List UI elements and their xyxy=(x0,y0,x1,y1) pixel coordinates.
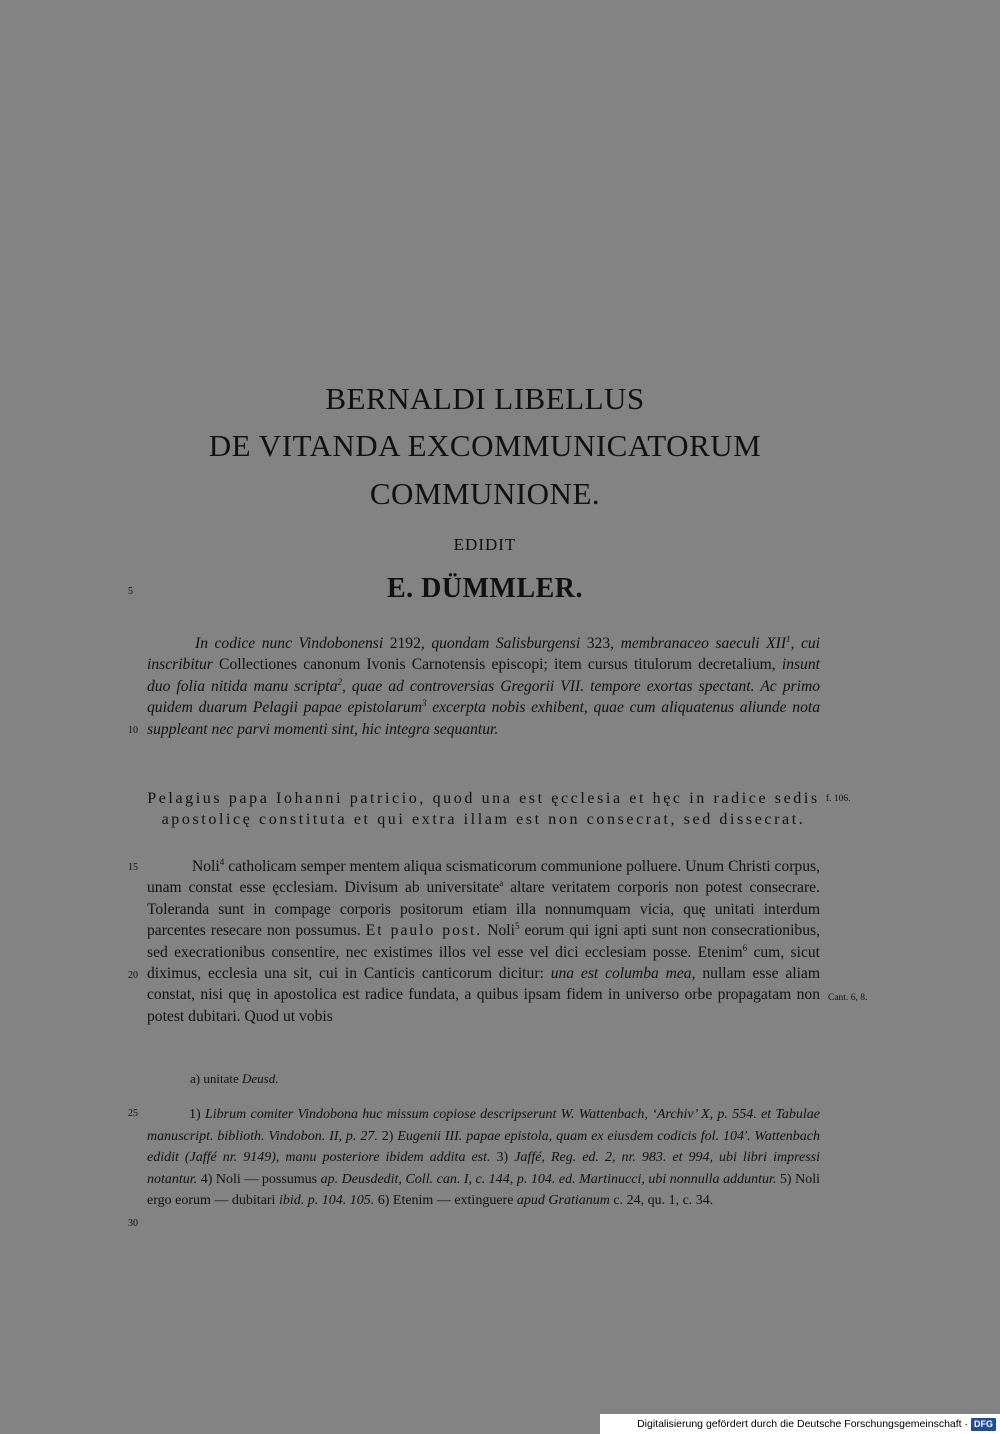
body-text: altare veritatem corporis non potest consecrare. Toleranda sunt in compage corporis positorum etiam illa nonnumquam vicia, quę unitati interdum parcentes resecare non possumus. xyxy=(147,879,820,940)
footnote-ref: 5 xyxy=(514,921,520,932)
title-line-1: BERNALDI LIBELLUS xyxy=(325,381,645,416)
editor-name: E. DÜMMLER. xyxy=(386,573,584,604)
edidit-label: EDIDIT xyxy=(453,535,517,554)
footnote-number: 2) xyxy=(381,1128,394,1144)
intro-text: , quae ad controversias Gregorii VII. tempore exortas spectant. Ac primo quidem duarum Pelagii papae epistolarum xyxy=(147,677,821,717)
body-text: nullam esse aliam constat, nisi quę in apostolica est radice fundata, a quibus ipsam fidem in universo orbe propagatam non potest dubitari. Quod ut vobis xyxy=(147,965,820,1025)
footnote-text: ibid. p. 104. 105. xyxy=(278,1193,375,1208)
intro-text: membranaceo xyxy=(620,635,709,652)
footnote-text: c. 24, qu. 1, c. 34. xyxy=(613,1193,714,1208)
digitization-footer xyxy=(600,1414,1000,1434)
footnote-number: 1) xyxy=(189,1107,201,1122)
intro-text: In codice nunc Vindobonensi xyxy=(195,635,384,652)
body-text: Noli xyxy=(487,922,515,940)
intro-text: 2192, xyxy=(389,635,425,652)
footnote-text: Noli — possumus xyxy=(215,1171,318,1187)
footnote-text: Jaffé, Reg. ed. 2, nr. 983. et 994, ubi libri impressi notantur. xyxy=(147,1150,820,1187)
footer-text: Digitalisierung gefördert durch die Deutsche Forschungsgemeinschaft · xyxy=(637,1418,968,1430)
footnote-ref: a xyxy=(499,878,504,889)
body-text: cum, sicut diximus, ecclesia una sit, cui in Canticis canticorum dicitur: xyxy=(147,943,820,983)
footnote-ref: 2 xyxy=(337,676,342,687)
footnote-number: 3) xyxy=(496,1150,509,1165)
body-text: Et paulo post. xyxy=(365,922,483,940)
line-number-15: 15 xyxy=(128,862,138,873)
title-line-2: DE VITANDA EXCOMMUNICATORUM xyxy=(208,428,762,463)
footnote-text: Eugenii III. papae epistola, quam ex eiusdem codicis fol. 104′. Wattenbach edidit (Jaffé nr. 9149), manu posteriore ibidem addita est. xyxy=(147,1128,821,1165)
footnote-text: Librum comiter Vindobona huc missum copiose descripserunt W. Wattenbach, ‘Archiv’ X, p. 554. et Tabulae manuscript. biblioth. Vindobon. II, p. 27. xyxy=(147,1107,820,1144)
footnote-a-source: Deusd. xyxy=(241,1071,279,1086)
footnote-a-label: a) unitate xyxy=(190,1071,239,1086)
intro-text: insunt duo folia nitida manu scripta xyxy=(147,656,820,695)
footnote-a xyxy=(190,1071,278,1087)
dfg-logo-icon: DFG xyxy=(971,1418,996,1431)
footnote-text: Noli ergo eorum — dubitari xyxy=(147,1171,821,1208)
body-text: eorum qui igni apti sunt non consecrationibus, sed execrationibus consentire, nec existimes illos vel esse vel dici ecclesiam posse. Etenim xyxy=(147,922,820,961)
footnotes xyxy=(147,1104,820,1212)
footnote-ref: 1 xyxy=(786,633,791,644)
footnote-ref: 6 xyxy=(742,942,748,953)
footnote-text: Etenim — extinguere xyxy=(392,1193,514,1208)
line-number-10: 10 xyxy=(128,725,138,736)
line-number-20: 20 xyxy=(128,970,138,981)
intro-text: Collectiones canonum Ivonis Carnotensis episcopi; item cursus titulorum decretalium, xyxy=(219,656,776,674)
footnote-ref: 4 xyxy=(219,856,225,867)
footnote-number: 5) xyxy=(779,1171,792,1187)
footnote-number: 6) xyxy=(377,1193,390,1208)
line-number-25: 25 xyxy=(128,1108,138,1119)
margin-note-folio: f. 106. xyxy=(826,794,851,804)
body-text: catholicam semper mentem aliqua scismaticorum communione polluere. Unum Christi corpus, unam constat esse ęcclesiam. Divisum ab universitate xyxy=(147,858,820,897)
body-text: Noli xyxy=(192,858,220,875)
intro-text: saeculi XII xyxy=(715,635,787,652)
footnote-ref: 3 xyxy=(421,698,427,709)
letter-heading: Pelagius papa Iohanni patricio, quod una est ęcclesia et hęc in radice sedis apostolicę constituta et qui extra illam est non consecrat, sed dissecrat. xyxy=(147,790,820,828)
margin-note-cant: Cant. 6, 8. xyxy=(828,993,868,1003)
title-line-3: COMMUNIONE. xyxy=(369,476,601,511)
body-text: una est columba mea, xyxy=(550,965,696,983)
intro-text: quondam Salisburgensi xyxy=(431,635,581,652)
footnote-number: 4) xyxy=(200,1171,213,1187)
intro-text: , cui inscribitur xyxy=(147,635,821,674)
intro-text: 323, xyxy=(586,635,615,652)
footnote-text: apud Gratianum xyxy=(516,1193,610,1208)
footnote-text: ap. Deusdedit, Coll. can. I, c. 144, p. 104. ed. Martinucci, ubi nonnulla adduntur. xyxy=(320,1171,777,1187)
line-number-30: 30 xyxy=(128,1218,138,1229)
letter-body xyxy=(147,856,820,1027)
intro-paragraph xyxy=(147,633,820,740)
line-number-5: 5 xyxy=(128,586,133,597)
intro-text: excerpta nobis exhibent, quae cum aliquatenus aliunde nota suppleant nec parvi momenti sint, hic integra sequantur. xyxy=(147,699,820,738)
